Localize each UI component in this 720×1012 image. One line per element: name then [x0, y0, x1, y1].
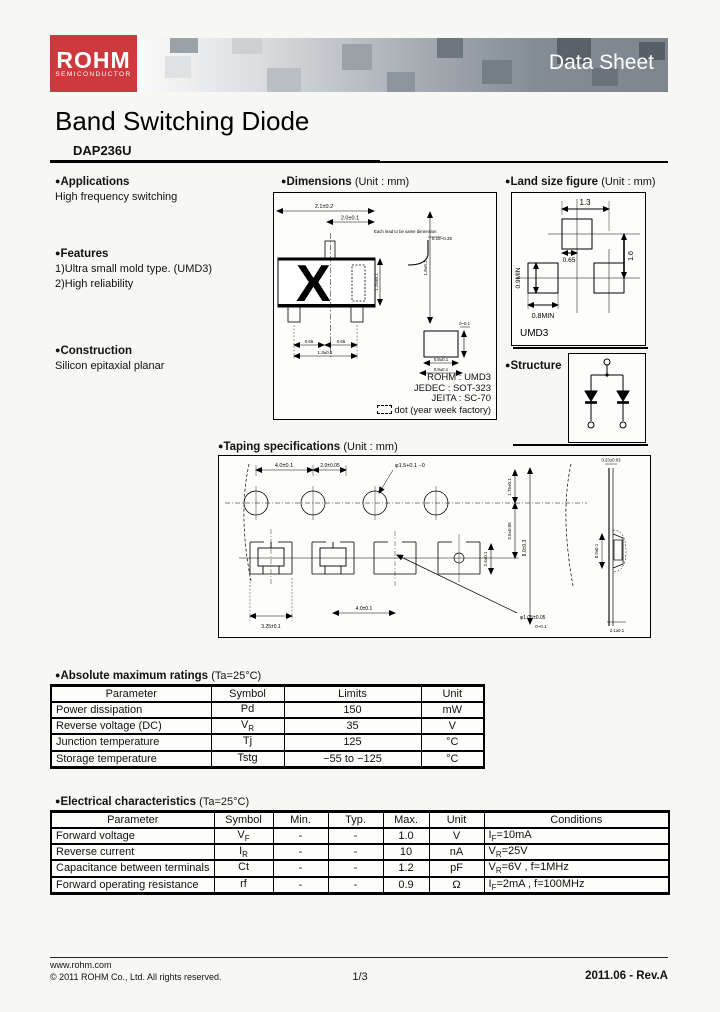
cell-parameter: Junction temperature — [51, 734, 211, 750]
land-size-heading: ●Land size figure (Unit : mm) — [505, 176, 656, 188]
bullet-icon: ● — [55, 345, 61, 355]
dimensions-heading: ●Dimensions (Unit : mm) — [281, 176, 410, 188]
footer-page-number: 1/3 — [352, 971, 368, 983]
dim-pitch-1: 0.65 — [304, 339, 314, 344]
cell-parameter: Reverse voltage (DC) — [51, 718, 211, 734]
table-row — [51, 734, 484, 750]
cell-limits: −55 to −125 — [284, 751, 421, 768]
construction-heading: ●Construction — [55, 345, 132, 357]
cell-parameter: Forward voltage — [51, 828, 214, 844]
cell-typ: - — [328, 860, 383, 876]
banner-title: Data Sheet — [548, 51, 654, 74]
dimensions-figure — [273, 192, 497, 420]
pocket-empty — [374, 531, 517, 613]
col-typ: Typ. — [328, 812, 383, 829]
pocket-with-component — [250, 529, 292, 586]
standard-jeita: JEITA : SC-70 — [431, 393, 491, 404]
bullet-icon: ● — [55, 248, 61, 258]
col-parameter: Parameter — [51, 686, 211, 703]
cell-max: 1.2 — [383, 860, 429, 876]
applications-body: High frequency switching — [55, 191, 178, 203]
cell-unit: mW — [421, 702, 484, 718]
cell-typ: - — [328, 828, 383, 844]
col-conditions: Conditions — [484, 812, 669, 829]
structure-heading: ●Structure — [505, 360, 562, 372]
bullet-icon: ● — [55, 670, 61, 680]
cell-symbol: Pd — [211, 702, 284, 718]
cell-min: - — [273, 828, 328, 844]
dim-total-thickness: 2.1±0.1 — [609, 628, 625, 633]
cell-min: - — [273, 844, 328, 860]
dim-pad-width: 0.8MIN — [531, 313, 555, 320]
datasheet-banner — [137, 38, 668, 92]
dim-pocket-height: 2.4±0.1 — [483, 551, 488, 567]
terminal-right — [620, 422, 626, 428]
table-row — [51, 828, 669, 844]
cell-unit: Ω — [429, 877, 484, 894]
table-row — [51, 877, 669, 894]
rohm-logo — [50, 35, 137, 92]
bullet-icon: ● — [505, 176, 511, 186]
dim-lead-length: 0.8±0.1 — [433, 357, 449, 362]
taping-drawing — [219, 456, 650, 637]
table-header-row — [51, 812, 669, 829]
dim-hole-to-pocket: 3.5±0.05 — [507, 522, 512, 540]
dim-emboss-diameter: φ1.05±0.05 — [520, 615, 546, 621]
diode-right-anode — [617, 391, 629, 401]
cell-conditions: $I_F=2mA$ , f=100MHz — [484, 877, 669, 894]
pockets — [250, 529, 517, 613]
cell-conditions: $V_R=6V$ , f=1MHz — [484, 860, 669, 876]
cell-parameter: Forward operating resistance — [51, 877, 214, 894]
cell-conditions: $I_F=10mA$ — [484, 828, 669, 844]
col-limits: Limits — [284, 686, 421, 703]
dim-total-height: 1.8±0.1 — [423, 260, 428, 276]
features-heading: ●Features — [55, 248, 109, 260]
cell-unit: nA — [429, 844, 484, 860]
cell-limits: 150 — [284, 702, 421, 718]
banner-mosaic-tile — [170, 38, 198, 53]
bullet-icon: ● — [218, 441, 224, 451]
dim-body-height: 1.25±0.1 — [374, 273, 379, 291]
features-item-2: 2)High reliability — [55, 278, 134, 290]
part-number: DAP236U — [73, 143, 132, 158]
table-row — [51, 702, 484, 718]
tape-side-view — [602, 464, 626, 626]
cell-unit: °C — [421, 751, 484, 768]
rohm-logo-brand: ROHM — [56, 46, 131, 73]
footer-copyright: © 2011 ROHM Co., Ltd. All rights reserved. — [50, 972, 222, 982]
dim-edge-to-hole: 1.75±0.1 — [507, 478, 512, 496]
dim-lead-span: 1.3±0.1 — [317, 350, 333, 355]
col-unit: Unit — [421, 686, 484, 703]
footer-url: www.rohm.com — [50, 960, 112, 970]
dim-pitch-2: 0.65 — [336, 339, 346, 344]
dim-total-width: 2.1±0.2 — [314, 204, 334, 210]
cell-min: - — [273, 860, 328, 876]
rohm-logo-subtitle: SEMICONDUCTOR — [55, 70, 132, 78]
dim-hole-diameter: φ1.5+0.1 −0 — [395, 463, 425, 469]
features-item-1: 1)Ultra small mold type. (UMD3) — [55, 263, 213, 275]
dim-body-width: 2.0±0.1 — [340, 215, 360, 222]
dim-thickness: 0.9±0.1 — [433, 367, 449, 372]
col-max: Max. — [383, 812, 429, 829]
diode-symbols — [585, 391, 629, 403]
col-unit: Unit — [429, 812, 484, 829]
table-header-row — [51, 686, 484, 703]
cell-limits: 35 — [284, 718, 421, 734]
dim-tape-thickness: 0.23±0.03 — [601, 457, 621, 463]
cell-max: 0.9 — [383, 877, 429, 894]
taping-heading: ●Taping specifications (Unit : mm) — [218, 441, 398, 453]
footer-revision: 2011.06 - Rev.A — [585, 970, 668, 982]
standard-jedec: JEDEC : SOT-323 — [413, 382, 491, 394]
structure-divider-top — [513, 347, 648, 349]
cell-unit: V — [421, 718, 484, 734]
taping-figure — [218, 455, 651, 638]
banner-mosaic-tile — [232, 38, 262, 54]
banner-mosaic-tile — [267, 68, 301, 92]
banner-mosaic-tile — [342, 44, 372, 70]
elec-char-table — [50, 810, 670, 895]
cell-unit: pF — [429, 860, 484, 876]
sprocket-holes — [244, 470, 448, 520]
col-symbol: Symbol — [214, 812, 273, 829]
land-pads — [528, 219, 624, 293]
footer-rule — [50, 957, 668, 958]
col-min: Min. — [273, 812, 328, 829]
banner-mosaic-tile — [437, 38, 463, 58]
bullet-icon: ● — [55, 176, 61, 186]
standard-rohm: ROHM : UMD3 — [427, 372, 491, 383]
cell-symbol: $V_R$ — [211, 718, 284, 734]
banner-mosaic-tile — [387, 72, 415, 92]
bullet-icon: ● — [281, 176, 287, 186]
bullet-icon: ● — [505, 360, 511, 370]
land-dimension-lines — [528, 209, 624, 305]
land-package-name: UMD3 — [520, 328, 549, 339]
title-rule-left — [50, 160, 380, 163]
dim-land-pitch: 0.65 — [562, 257, 576, 264]
cell-min: - — [273, 877, 328, 894]
dim-sprocket-pitch: 4.0±0.1 — [274, 463, 294, 469]
terminal-common — [604, 359, 610, 365]
dim-land-height: 1.6 — [628, 251, 635, 261]
applications-heading: ●Applications — [55, 176, 130, 188]
col-symbol: Symbol — [211, 686, 284, 703]
cell-symbol: $I_R$ — [214, 844, 273, 860]
dim-standoff: 0~0.1 — [459, 321, 470, 326]
cell-max: 10 — [383, 844, 429, 860]
abs-max-table — [50, 684, 485, 769]
abs-max-heading: ●Absolute maximum ratings (Ta=25°C) — [55, 670, 262, 682]
construction-body: Silicon epitaxial planar — [55, 360, 165, 372]
cell-unit: V — [429, 828, 484, 844]
dim-lead-width: 0.15~0.30 — [431, 236, 453, 241]
dim-gap: 0~0.1 — [535, 624, 547, 629]
terminal-left — [588, 422, 594, 428]
cell-typ: - — [328, 844, 383, 860]
dim-pocket-width: 3.25±0.1 — [261, 624, 281, 630]
land-grid-lines — [516, 199, 640, 313]
package-side-view — [424, 331, 458, 357]
dim-land-width: 1.3 — [579, 198, 591, 207]
marking-dot-note: dot (year week factory) — [377, 405, 491, 417]
diode-schematic — [569, 354, 645, 442]
package-marking: X — [296, 255, 331, 313]
cell-parameter: Reverse current — [51, 844, 214, 860]
cell-conditions: $V_R=25V$ — [484, 844, 669, 860]
cell-parameter: Power dissipation — [51, 702, 211, 718]
table-row — [51, 718, 484, 734]
structure-figure — [568, 353, 646, 443]
bullet-icon: ● — [55, 796, 61, 806]
cell-unit: °C — [421, 734, 484, 750]
diode-left-anode — [585, 391, 597, 401]
page-title: Band Switching Diode — [55, 106, 310, 136]
dot-legend-icon — [377, 405, 392, 414]
cell-limits: 125 — [284, 734, 421, 750]
cell-symbol: rf — [214, 877, 273, 894]
cell-symbol: $V_F$ — [214, 828, 273, 844]
dim-pocket-pitch: 4.0±0.1 — [355, 606, 373, 612]
col-parameter: Parameter — [51, 812, 214, 829]
structure-divider-bottom — [513, 444, 648, 446]
banner-mosaic-tile — [165, 56, 191, 78]
cell-parameter: Capacitance between terminals — [51, 860, 214, 876]
package-standards — [377, 373, 491, 416]
elec-char-heading: ●Electrical characteristics (Ta=25°C) — [55, 796, 250, 808]
cell-symbol: Tj — [211, 734, 284, 750]
land-size-figure — [511, 192, 646, 346]
cell-parameter: Storage temperature — [51, 751, 211, 768]
cell-max: 1.0 — [383, 828, 429, 844]
dim-pad-height: 0.9MIN — [515, 267, 522, 289]
land-pattern-drawing — [512, 193, 645, 345]
table-row — [51, 844, 669, 860]
banner-mosaic-tile — [482, 60, 512, 84]
dim-tape-width: 8.0±0.3 — [522, 539, 528, 557]
table-row — [51, 751, 484, 768]
bottom-lead-right — [351, 307, 363, 322]
junction-dot — [605, 373, 608, 376]
dim-note: Each lead to be same dimension — [374, 229, 437, 234]
title-rule-right — [380, 161, 668, 163]
cell-typ: - — [328, 877, 383, 894]
dim-emboss-depth: 0.9±0.1 — [594, 543, 599, 559]
table-row — [51, 860, 669, 876]
cell-symbol: Ct — [214, 860, 273, 876]
taping-dimension-labels — [261, 458, 624, 634]
dim-hole-pitch: 2.0±0.05 — [320, 463, 340, 469]
cell-symbol: Tstg — [211, 751, 284, 768]
